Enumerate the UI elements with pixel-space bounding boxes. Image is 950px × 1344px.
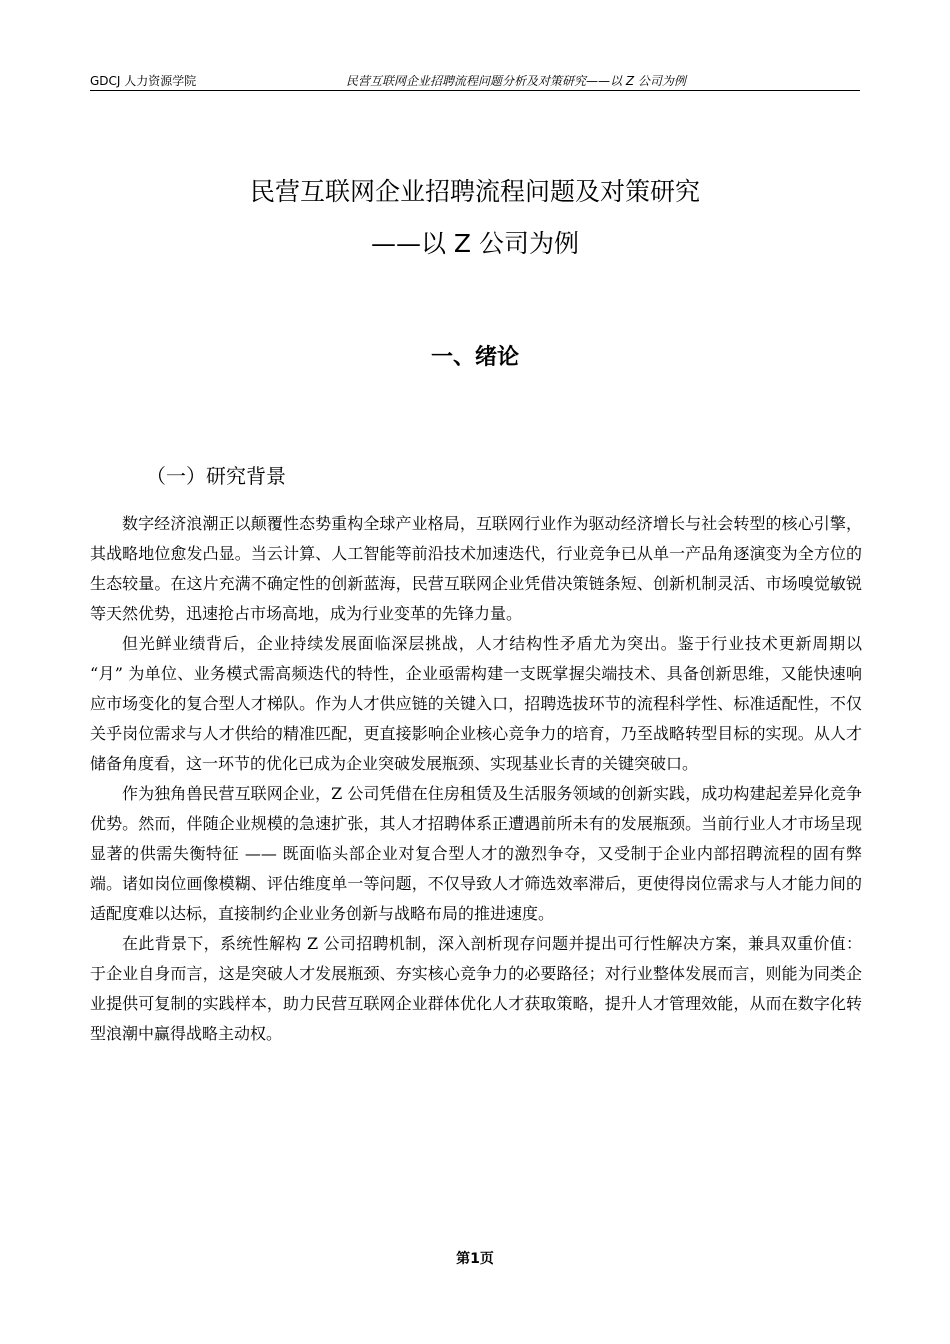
header-running-title: 民营互联网企业招聘流程问题分析及对策研究——以 Z 公司为例 [346,74,686,88]
body-text [90,509,862,1049]
subsection-heading: （一）研究背景 [146,464,286,488]
document-subtitle: ——以 Z 公司为例 [370,229,580,258]
paragraph: 在此背景下，系统性解构 Z 公司招聘机制，深入剖析现存问题并提出可行性解决方案，兼具双重价值：于企业自身而言，这是突破人才发展瓶颈、夯实核心竞争力的必要路径；对行业整体发展而言，则能为同类企业提供可复制的实践样本，助力民营互联网企业群体优化人才获取策略，提升人才管理效能，从而在数字化转型浪潮中赢得战略主动权。 [90,934,862,1043]
paragraph: 作为独角兽民营互联网企业，Z 公司凭借在住房租赁及生活服务领域的创新实践，成功构建起差异化竞争优势。然而，伴随企业规模的急速扩张，其人才招聘体系正遭遇前所未有的发展瓶颈。当前行业人才市场呈现显著的供需失衡特征 —— 既面临头部企业对复合型人才的激烈争夺，又受制于企业内部招聘流程的固有弊端。诸如岗位画像模糊、评估维度单一等问题，不仅导致人才筛选效率滞后，更使得岗位需求与人才能力间的适配度难以达标，直接制约企业业务创新与战略布局的推进速度。 [90,784,862,923]
page-number: 第1页 [456,1251,494,1267]
paragraph: 数字经济浪潮正以颠覆性态势重构全球产业格局，互联网行业作为驱动经济增长与社会转型的核心引擎，其战略地位愈发凸显。当云计算、人工智能等前沿技术加速迭代，行业竞争已从单一产品角逐演变为全方位的生态较量。在这片充满不确定性的创新蓝海，民营互联网企业凭借决策链条短、创新机制灵活、市场嗅觉敏锐等天然优势，迅速抢占市场高地，成为行业变革的先锋力量。 [90,514,862,623]
document-title: 民营互联网企业招聘流程问题及对策研究 [249,177,700,206]
paragraph: 但光鲜业绩背后，企业持续发展面临深层挑战，人才结构性矛盾尤为突出。鉴于行业技术更新周期以 “月” 为单位、业务模式需高频迭代的特性，企业亟需构建一支既掌握尖端技术、具备创新思维，又能快速响应市场变化的复合型人才梯队。作为人才供应链的关键入口，招聘选拔环节的流程科学性、标准适配性，不仅关乎岗位需求与人才供给的精准匹配，更直接影响企业核心竞争力的培育，乃至战略转型目标的实现。从人才储备角度看，这一环节的优化已成为企业突破发展瓶颈、实现基业长青的关键突破口。 [90,634,862,773]
section-heading: 一、绪论 [430,345,519,370]
page-header [90,70,860,91]
header-institution: GDCJ 人力资源学院 [90,74,197,88]
